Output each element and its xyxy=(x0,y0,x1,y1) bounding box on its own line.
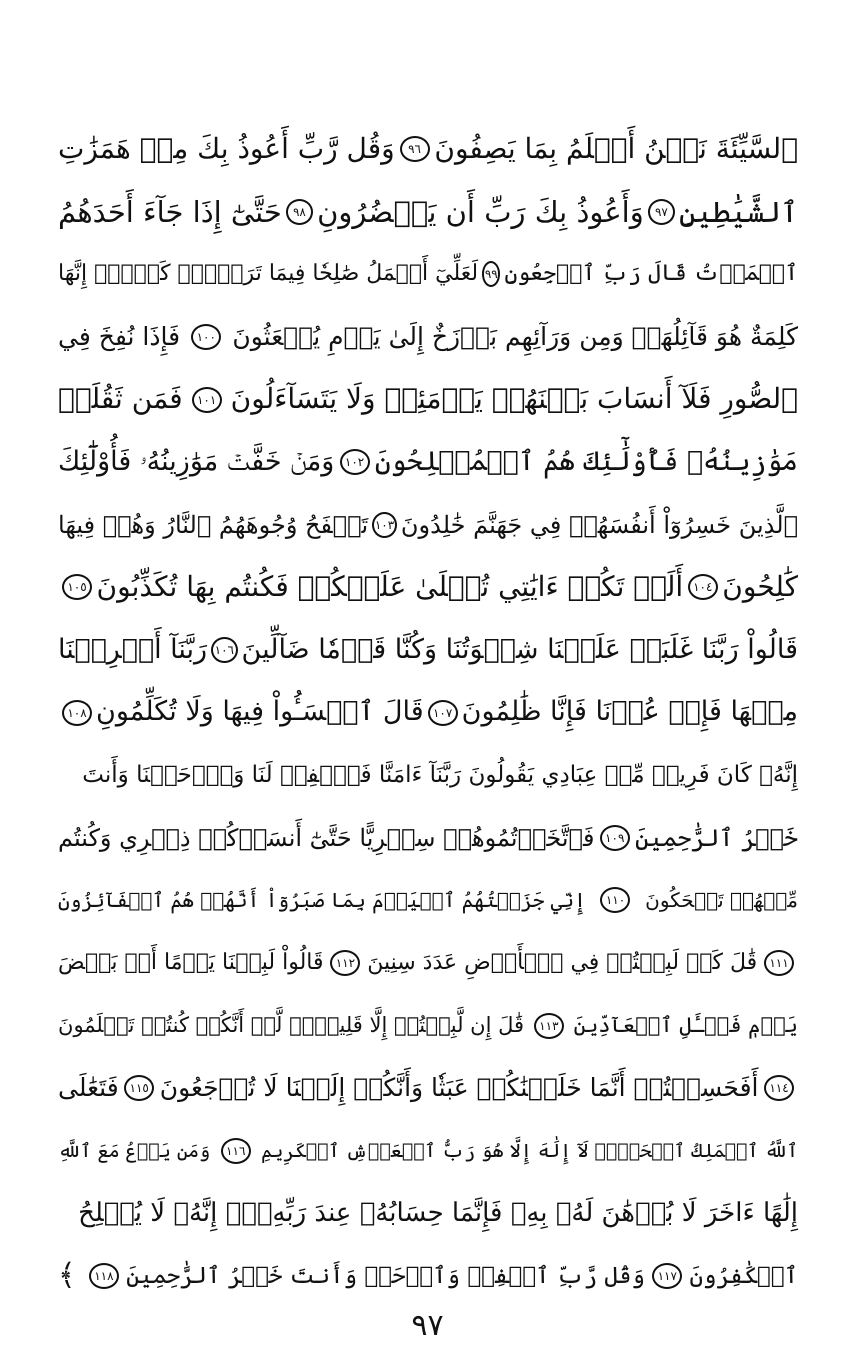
ayah-text: قَٰلَ كَمۡ لَبِثۡتُمۡ فِي ٱلۡأَرۡضِ عَدَدَ سِنِينَ xyxy=(367,949,758,975)
ayah-number-marker: ١١١ xyxy=(764,950,794,976)
ayah-text: قَٰلَ إِن لَّبِثۡتُمۡ إِلَّا قَلِيلٗاۖ لَّوۡ أَنَّكُمۡ كُنتُمۡ تَعۡلَمُونَ xyxy=(58,1013,525,1038)
text-line xyxy=(58,744,798,807)
text-line xyxy=(58,306,798,369)
ayah-text: كَلِمَةٌ هُوَ قَآئِلُهَاۖ وَمِن وَرَآئِهِم بَرۡزَخٌ إِلَىٰ يَوۡمِ يُبۡعَثُونَ xyxy=(232,321,798,351)
ayah-number-marker: ١١٥ xyxy=(124,1075,154,1101)
ayah-text: تَلۡفَحُ وُجُوهَهُمُ ٱلنَّارُ وَهُمۡ فِيهَا xyxy=(58,510,369,539)
ayah-text: فَتَعَٰلَى xyxy=(58,1072,119,1102)
ayah-number-marker: ١٠٣ xyxy=(372,512,397,538)
ayah-text: ٱللَّهُ ٱلۡمَلِكُ ٱلۡحَقُّۖ لَآ إِلَٰهَ إِلَّا هُوَ رَبُّ ٱلۡعَرۡشِ ٱلۡكَرِيمِ xyxy=(261,1139,798,1162)
ayah-text: يَوۡمٖ فَسۡـَٔلِ ٱلۡعَآدِّينَ xyxy=(573,1013,798,1038)
ayah-text: خَيۡرُ ٱلرَّٰحِمِينَ xyxy=(635,823,798,852)
ayah-text: ٱلسَّيِّئَةَ نَحۡنُ أَعۡلَمُ بِمَا يَصِفُونَ xyxy=(434,132,798,165)
ayah-text: مِّنۡهُمۡ تَضۡحَكُونَ xyxy=(645,888,798,913)
surah-end-mark: ﴾ xyxy=(58,1257,76,1293)
ayah-text: حَتَّىٰٓ إِذَا جَآءَ أَحَدَهُمُ xyxy=(58,194,282,229)
ayah-text: وَأَعُوذُ بِكَ رَبِّ أَن يَحۡضُرُونِ xyxy=(317,194,644,229)
ayah-text: فَٱتَّخَذۡتُمُوهُمۡ سِخۡرِيًّا حَتَّىٰٓ أَنسَوۡكُمۡ ذِكۡرِي وَكُنتُم xyxy=(58,823,595,852)
ayah-text: مَوَٰزِينُهُۥ فَأُوْلَٰٓئِكَ هُمُ ٱلۡمُفۡلِحُونَ xyxy=(374,445,798,477)
text-line xyxy=(58,368,798,431)
ayah-text: قَالَ ٱخۡسَـُٔواْ فِيهَا وَلَا تُكَلِّمُونِ xyxy=(95,696,424,728)
ayah-text: لَعَلِّيٓ أَعۡمَلُ صَٰلِحٗا فِيمَا تَرَكۡتُۚ كَلَّآۚ إِنَّهَا xyxy=(58,261,479,287)
ayah-number-marker: ١١٠ xyxy=(600,887,630,913)
text-line xyxy=(58,181,798,244)
ayah-text: إِلَٰهًا ءَاخَرَ لَا بُرۡهَٰنَ لَهُۥ بِهِۦ فَإِنَّمَا حِسَابُهُۥ عِندَ رَبِّهِۦٓۚ إِنَّهُۥ لَا يُفۡلِحُ xyxy=(78,1198,798,1229)
ayah-text: وَمَنۡ خَفَّتۡ مَوَٰزِينُهُۥ فَأُوْلَٰٓئِكَ xyxy=(58,445,335,477)
ayah-number-marker: ١٠٦ xyxy=(211,637,237,663)
ayah-number-marker: ١١٨ xyxy=(89,1263,119,1289)
ayah-text: أَلَمۡ تَكُنۡ ءَايَٰتِي تُتۡلَىٰ عَلَيۡكُمۡ فَكُنتُم بِهَا تُكَذِّبُونَ xyxy=(96,570,684,604)
text-line xyxy=(58,869,798,932)
text-line xyxy=(58,118,798,181)
text-line xyxy=(58,1120,798,1183)
ayah-number-marker: ٩٧ xyxy=(648,199,675,225)
ayah-number-marker: ١٠٧ xyxy=(428,700,458,726)
text-line xyxy=(58,619,798,682)
ayah-text: ٱلۡمَوۡتُ قَالَ رَبِّ ٱرۡجِعُونِ xyxy=(504,261,798,287)
quran-text-block xyxy=(58,118,798,1307)
ayah-text: ٱلۡكَٰفِرُونَ xyxy=(689,1262,798,1289)
ayah-number-marker: ٩٨ xyxy=(286,199,313,225)
ayah-text: ٱلَّذِينَ خَسِرُوٓاْ أَنفُسَهُمۡ فِي جَهَنَّمَ خَٰلِدُونَ xyxy=(400,510,798,539)
ayah-number-marker: ١١٣ xyxy=(534,1013,564,1039)
ayah-text: ٱلصُّورِ فَلَآ أَنسَابَ بَيۡنَهُمۡ يَوۡمَئِذٖ وَلَا يَتَسَآءَلُونَ xyxy=(230,382,798,416)
ayah-text: كَٰلِحُونَ xyxy=(722,570,798,604)
text-line xyxy=(58,431,798,494)
ayah-number-marker: ١١٦ xyxy=(221,1138,251,1164)
text-line xyxy=(58,932,798,995)
ayah-number-marker: ١١٤ xyxy=(764,1075,794,1101)
ayah-number-marker: ١٠٨ xyxy=(62,700,92,726)
page-number: ٩٧ xyxy=(411,1308,444,1343)
text-line xyxy=(58,494,798,557)
ayah-text: إِنَّهُۥ كَانَ فَرِيقٞ مِّنۡ عِبَادِي يَقُولُونَ رَبَّنَآ ءَامَنَّا فَٱغۡفِرۡ لَنَا وَٱرۡحَمۡنَا وَأَنتَ xyxy=(82,761,798,788)
text-line xyxy=(58,1245,798,1308)
ayah-text: ٱلشَّيَٰطِينِ xyxy=(679,194,798,229)
text-line xyxy=(58,556,798,619)
ayah-number-marker: ١١٢ xyxy=(330,950,360,976)
ayah-text: قَالُواْ رَبَّنَا غَلَبَتۡ عَلَيۡنَا شِقۡوَتُنَا وَكُنَّا قَوۡمٗا ضَآلِّينَ xyxy=(241,633,798,665)
ayah-number-marker: ١٠٥ xyxy=(62,574,92,600)
ayah-number-marker: ١١٧ xyxy=(652,1263,682,1289)
ayah-text: فَمَن ثَقُلَتۡ xyxy=(58,382,183,416)
ayah-number-marker: ١٠٩ xyxy=(600,825,630,851)
ayah-number-marker: ١٠٠ xyxy=(191,324,221,350)
text-line xyxy=(58,243,798,306)
ayah-number-marker: ٩٦ xyxy=(400,136,430,162)
ayah-text: قَالُواْ لَبِثۡنَا يَوۡمًا أَوۡ بَعۡضَ xyxy=(58,949,324,975)
ayah-text: وَقُل رَّبِّ أَعُوذُ بِكَ مِنۡ هَمَزَٰتِ xyxy=(58,132,395,165)
ayah-text: فَإِذَا نُفِخَ فِي xyxy=(58,321,181,351)
text-line xyxy=(58,994,798,1057)
text-line xyxy=(58,807,798,870)
ayah-text: أَفَحَسِبۡتُمۡ أَنَّمَا خَلَقۡنَٰكُمۡ عَبَثٗا وَأَنَّكُمۡ إِلَيۡنَا لَا تُرۡجَعُونَ xyxy=(159,1072,759,1102)
ayah-text: وَمَن يَدۡعُ مَعَ ٱللَّهِ xyxy=(58,1139,211,1162)
ayah-number-marker: ١٠٢ xyxy=(340,449,370,475)
ayah-number-marker: ١٠١ xyxy=(192,387,222,413)
text-line xyxy=(58,1057,798,1120)
ayah-text: رَبَّنَآ أَخۡرِجۡنَا xyxy=(58,633,208,665)
ayah-text: مِنۡهَا فَإِنۡ عُدۡنَا فَإِنَّا ظَٰلِمُونَ xyxy=(461,696,798,728)
text-line xyxy=(58,1182,798,1245)
ayah-text: وَقُل رَّبِّ ٱغۡفِرۡ وَٱرۡحَمۡ وَأَنتَ خَيۡرُ ٱلرَّٰحِمِينَ xyxy=(126,1262,645,1289)
ayah-text: إِنِّي جَزَيۡتُهُمُ ٱلۡيَوۡمَ بِمَا صَبَرُوٓاْ أَنَّهُمۡ هُمُ ٱلۡفَآئِزُونَ xyxy=(58,888,586,913)
ayah-number-marker: ٩٩ xyxy=(482,261,500,287)
ayah-number-marker: ١٠٤ xyxy=(688,574,718,600)
text-line xyxy=(58,681,798,744)
